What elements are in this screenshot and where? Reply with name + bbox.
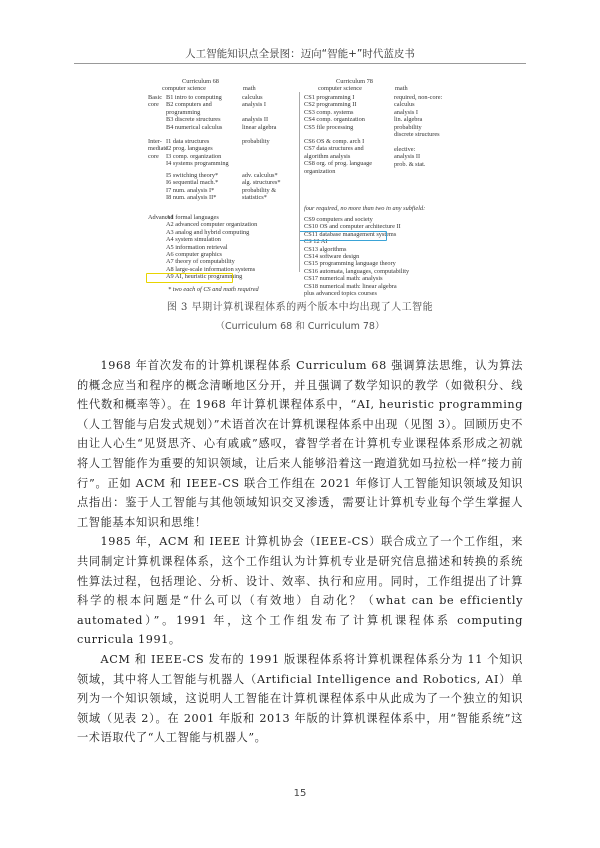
course-item: CS 12 AI xyxy=(304,238,328,246)
course-item: CS14 software design xyxy=(304,253,360,260)
course-item: CS15 programming language theory xyxy=(304,260,396,268)
cur78-col2: math xyxy=(395,85,408,92)
course-item: algorithm analysis xyxy=(304,152,351,160)
cur78-col1: computer science xyxy=(318,85,362,92)
curriculum-figure xyxy=(148,78,473,297)
figure-divider xyxy=(299,92,300,272)
course-item: B3 discrete structures xyxy=(166,116,221,124)
course-item: A4 system simulation xyxy=(166,236,221,244)
course-item: CS2 programming II xyxy=(304,101,357,109)
course-item: A2 advanced computer organization xyxy=(166,221,258,229)
course-item: CS7 data structures and xyxy=(304,145,364,153)
course-item: CS5 file processing xyxy=(304,123,354,131)
cur68-col1: computer science xyxy=(162,85,206,92)
course-item: CS3 comp. systems xyxy=(304,108,354,116)
row-label: core xyxy=(148,101,159,109)
course-item: organization xyxy=(304,167,336,175)
course-item: CS16 automata, languages, computability xyxy=(304,267,410,275)
course-item: I1 data structures xyxy=(166,138,210,145)
figure-caption-sub: （Curriculum 68 和 Curriculum 78） xyxy=(215,321,385,332)
cur68-col2: math xyxy=(243,85,256,92)
paragraph: 1985 年，ACM 和 IEEE 计算机协会（IEEE-CS）联合成立了一个工作组，来共同制定计算机课程体系，这个工作组认为计算机专业是研究信息描述和转换的系统性算法过程，包括理论、分析、设计、效率、执行和应用。同时，工作组提出了计算科学的根本问题是“什么可以（有效地）自动化？（what can be efficiently automated）”。1991 年，这个工作组发布了计算机课程体系 computing curricula 1991。 xyxy=(77,535,523,647)
math-item: analysis II xyxy=(394,153,421,161)
course-item: B4 numerical calculus xyxy=(166,123,223,131)
body-text xyxy=(77,356,523,748)
math-item: probability xyxy=(394,123,422,131)
page-number: 15 xyxy=(293,788,307,799)
highlight-cs12-ai xyxy=(299,231,387,241)
row-label: mediate xyxy=(148,145,168,153)
cur68-title: Curriculum 68 xyxy=(182,78,219,85)
course-item: CS13 algorithms xyxy=(304,245,347,253)
math-item: analysis I xyxy=(394,108,418,116)
row-label: Basic xyxy=(148,94,162,101)
course-item: I5 switching theory* xyxy=(166,172,219,179)
course-item: A3 analog and hybrid computing xyxy=(166,228,250,236)
course-item: I2 prog. languages xyxy=(166,145,213,153)
course-item: A8 large-scale information systems xyxy=(166,265,256,273)
math-item: required, non-core: xyxy=(394,94,443,101)
math-item: statistics* xyxy=(242,194,267,202)
highlight-a9-ai xyxy=(146,273,233,283)
course-item: CS8 org. of prog. language xyxy=(304,160,373,168)
header-rule xyxy=(74,63,526,64)
math-item: linear algebra xyxy=(242,123,277,131)
figure-caption: 图 3 早期计算机课程体系的两个版本中均出现了人工智能 xyxy=(166,302,434,313)
course-item: A1 formal languages xyxy=(166,214,219,221)
course-item: CS17 numerical math: analysis xyxy=(304,275,383,283)
math-item: calculus xyxy=(394,101,415,109)
course-item: I6 sequential mach.* xyxy=(166,179,219,187)
course-item: CS1 programming I xyxy=(304,94,355,101)
running-header: 人工智能知识点全景图：迈向“智能+”时代蓝皮书 xyxy=(185,48,415,60)
figure-note: four required, no more than two in any subfield: xyxy=(304,205,426,212)
math-item: adv. calculus* xyxy=(242,172,278,179)
course-item: A9 AI, heuristic programming xyxy=(166,273,243,281)
course-item: B1 intro to computing xyxy=(166,94,222,101)
paragraph: ACM 和 IEEE-CS 发布的 1991 版课程体系将计算机课程体系分为 11 个知识领域，其中将人工智能与机器人（Artificial Intelligence and Robotics, AI）单列为一个知识领域，这说明人工智能在计算机课程体系中从此成为了一个独立的知识领域（见表 2）。在 2001 年版和 2013 年版的计算机课程体系中，用“智能系统”这一术语取代了“人工智能与机器人”。 xyxy=(77,652,523,745)
paragraph: 1968 年首次发布的计算机课程体系 Curriculum 68 强调算法思维，认为算法的概念应当和程序的概念清晰地区分开，并且强调了数学知识的教学（如微积分、线性代数和概率等）。在 1968 年计算机课程体系中，“AI, heuristic programming（人工智能与启发式规划）”术语首次在计算机课程体系中出现（见图 3）。回顾历史不由让人心生“见贤思齐、心有戚戚”感叹，睿智学者在计算机专业课程体系形成之初就将人工智能作为重要的知识领域，让后来人能够沿着这一跑道犹如马拉松一样“接力前行”。正如 ACM 和 IEEE-CS 联合工作组在 2021 年修订人工智能知识领域及知识点指出：鉴于人工智能与其他领域知识交叉渗透，需要让计算机专业每个学生掌握人工智能基本知识和思维！ xyxy=(77,359,523,529)
course-item: CS18 numerical math: linear algebra xyxy=(304,282,397,290)
math-item: probability xyxy=(242,138,270,145)
math-item: elective: xyxy=(394,146,416,153)
course-item: I3 comp. organization xyxy=(166,152,222,160)
math-item: analysis I xyxy=(242,101,266,109)
math-item: calculus xyxy=(242,94,263,101)
course-item: I8 num. analysis II* xyxy=(166,194,217,202)
course-item: I7 num. analysis I* xyxy=(166,186,215,194)
math-item: prob. & stat. xyxy=(394,160,426,168)
course-item: programming xyxy=(166,108,201,116)
row-label: Advanced xyxy=(148,214,174,221)
row-label: Inter- xyxy=(148,138,162,145)
course-item: A7 theory of computability xyxy=(166,258,235,266)
course-item: I4 systems programming xyxy=(166,160,229,168)
course-item: CS9 computers and society xyxy=(304,216,373,223)
course-item: CS10 OS and computer architecture II xyxy=(304,223,401,231)
math-item: alg. structures* xyxy=(242,179,281,187)
course-item: CS4 comp. organization xyxy=(304,116,365,124)
math-item: lin. algebra xyxy=(394,116,423,124)
course-item: CS6 OS & comp. arch I xyxy=(304,138,365,145)
math-item: analysis II xyxy=(242,116,269,124)
course-item: B2 computers and xyxy=(166,101,212,109)
math-item: probability & xyxy=(242,186,277,194)
figure-note: * two each of CS and math required xyxy=(168,286,259,293)
math-item: discrete structures xyxy=(394,131,440,138)
course-item: A6 computer graphics xyxy=(166,251,222,258)
course-item: CS11 database management systems xyxy=(304,230,397,238)
cur78-title: Curriculum 78 xyxy=(336,78,373,85)
course-item: A5 information retrieval xyxy=(166,243,228,251)
row-label: core xyxy=(148,152,159,160)
course-item: plus advanced topics courses xyxy=(304,290,377,297)
